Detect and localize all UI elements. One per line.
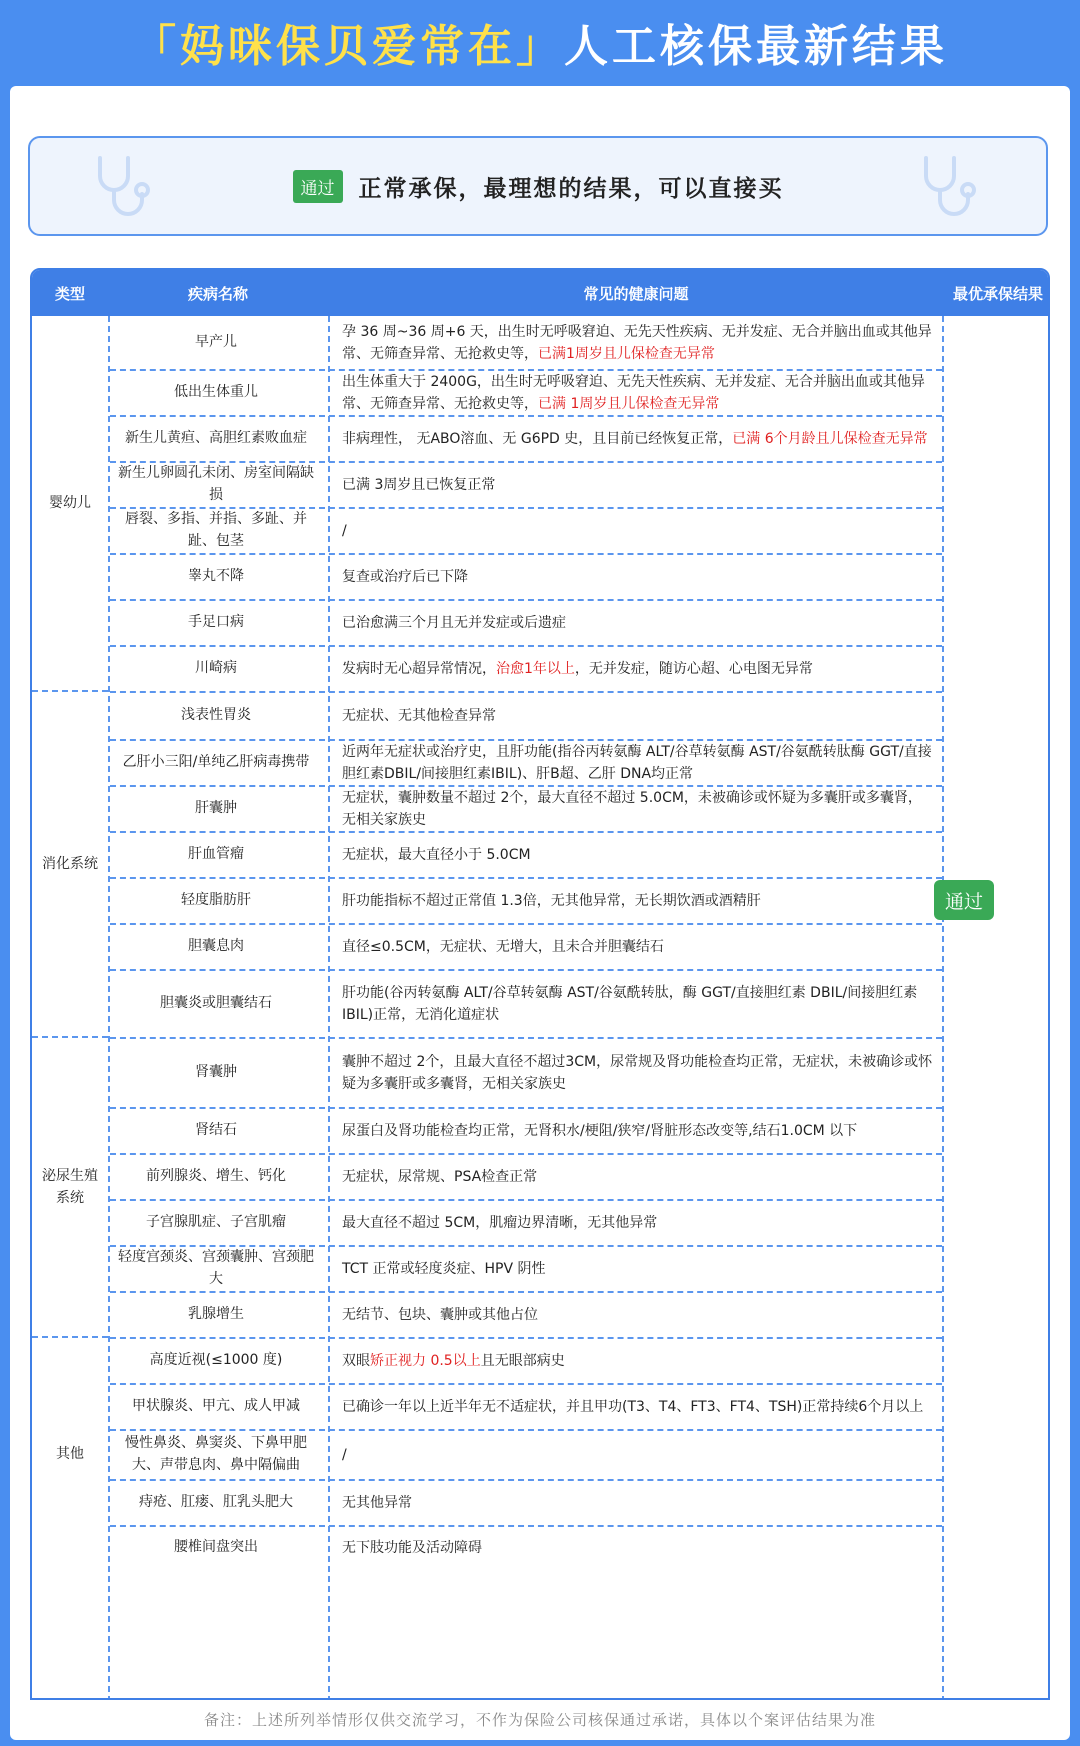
condition-text: 发病时无心超异常情况， (342, 660, 496, 677)
condition-highlight: 矫正视力 0.5以上 (370, 1352, 481, 1369)
health-condition (328, 1246, 942, 1292)
disease-name: 肾结石 (195, 1122, 237, 1139)
condition-highlight: 已满 6个月龄且儿保检查无异常 (732, 430, 928, 447)
condition-text: 双眼 (342, 1352, 370, 1369)
disease-name: 川崎病 (195, 660, 237, 677)
footnote: 备注：上述所列举情形仅供交流学习，不作为保险公司核保通过承诺，具体以个案评估结果为准 (203, 1710, 876, 1729)
page-title (0, 0, 1080, 84)
condition-text: 已满 3周岁且已恢复正常 (342, 476, 496, 493)
condition-text-tail: ，无并发症，随访心超、心电图无异常 (574, 660, 813, 677)
condition-text: 非病理性， 无ABO溶血、无 G6PD 史，且目前已经恢复正常， (342, 430, 733, 447)
disease-name: 乙肝小三阳/单纯乙肝病毒携带 (122, 754, 310, 771)
health-condition (328, 1480, 942, 1526)
table-header (32, 270, 1050, 316)
disease-name: 子宫腺肌症、子宫肌瘤 (146, 1214, 286, 1231)
column-divider (942, 316, 944, 1700)
condition-text: 尿蛋白及肾功能检查均正常，无肾积水/梗阻/狭窄/肾脏形态改变等,结石1.0CM 以下 (342, 1122, 858, 1139)
verdict-text: 正常承保，最理想的结果，可以直接买 (358, 175, 784, 202)
disease-name: 慢性鼻炎、鼻窦炎、下鼻甲肥大、声带息肉、鼻中隔偏曲 (125, 1435, 307, 1473)
header-issues: 常见的健康问题 (583, 284, 689, 303)
condition-highlight: 治愈1年以上 (496, 660, 575, 677)
health-condition (328, 786, 942, 832)
disease-name: 唇裂、多指、并指、多趾、并趾、包茎 (125, 511, 307, 549)
condition-text: TCT 正常或轻度炎症、HPV 阴性 (342, 1260, 546, 1277)
stethoscope-icon (916, 152, 986, 224)
health-condition (328, 508, 942, 554)
health-condition (328, 1108, 942, 1154)
disease-name: 前列腺炎、增生、钙化 (146, 1168, 286, 1185)
condition-text: 肝功能指标不超过正常值 1.3倍，无其他异常，无长期饮酒或酒精肝 (342, 892, 761, 909)
result-pass-badge: 通过 (934, 880, 994, 920)
health-condition (328, 740, 942, 786)
condition-text: 肝功能(谷丙转氨酶 ALT/谷草转氨酶 AST/谷氨酰转肽，酶 GGT/直接胆红素 DBIL/间接胆红素IBIL)正常，无消化道症状 (342, 984, 918, 1023)
verdict-banner (28, 136, 1048, 236)
condition-text: 无其他异常 (342, 1494, 412, 1511)
health-condition (328, 1430, 942, 1480)
disease-name: 高度近视(≤1000 度) (149, 1352, 283, 1369)
stethoscope-icon (90, 152, 160, 224)
disease-name: 肝囊肿 (195, 800, 237, 817)
title-product: 「妈咪保贝爱常在」 (132, 21, 564, 72)
health-condition (328, 1384, 942, 1430)
category-label: 婴幼儿 (32, 316, 108, 692)
disease-name: 胆囊息肉 (188, 938, 244, 955)
condition-text: / (342, 522, 347, 539)
health-condition (328, 554, 942, 600)
disease-name: 轻度脂肪肝 (181, 892, 251, 909)
disease-name: 新生儿黄疸、高胆红素败血症 (125, 430, 307, 447)
health-condition (328, 832, 942, 878)
disease-name: 甲状腺炎、甲亢、成人甲减 (132, 1398, 300, 1415)
health-condition (328, 692, 942, 740)
condition-highlight: 已满1周岁且儿保检查无异常 (538, 346, 715, 362)
disease-name: 新生儿卵圆孔未闭、房室间隔缺损 (118, 465, 314, 503)
condition-text: 出生体重大于 2400G，出生时无呼吸窘迫、无先天性疾病、无并发症、无合并脑出血或其他异常、无筛查异常、无抢救史等， (342, 373, 925, 412)
condition-text: 无结节、包块、囊肿或其他占位 (342, 1306, 538, 1323)
condition-text: 无症状，囊肿数量不超过 2个，最大直径不超过 5.0CM，未被确诊或怀疑为多囊肝或多囊肾，无相关家族史 (342, 789, 922, 828)
health-condition (328, 1038, 942, 1108)
condition-text: 近两年无症状或治疗史，且肝功能(指谷丙转氨酶 ALT/谷草转氨酶 AST/谷氨酰转肽酶 GGT/直接胆红素DBIL/间接胆红素IBIL)、肝B超、乙肝 DNA均正常 (342, 743, 932, 782)
condition-text: 无下肢功能及活动障碍 (342, 1539, 482, 1556)
health-condition (328, 1526, 942, 1570)
header-result: 最优承保结果 (952, 284, 1043, 303)
health-condition (328, 1154, 942, 1200)
condition-text: 无症状、无其他检查异常 (342, 707, 496, 724)
disease-name: 肾囊肿 (195, 1064, 237, 1081)
disease-name: 睾丸不降 (188, 568, 244, 585)
disease-name: 腰椎间盘突出 (174, 1539, 258, 1556)
condition-text: 孕 36 周~36 周+6 天，出生时无呼吸窘迫、无先天性疾病、无并发症、无合并脑出血或其他异常、无筛查异常、无抢救史等， (342, 323, 932, 362)
condition-highlight: 已满 1周岁且儿保检查无异常 (538, 396, 720, 412)
health-condition (328, 316, 942, 370)
disease-name: 痔疮、肛瘘、肛乳头肥大 (139, 1494, 293, 1511)
health-condition (328, 1200, 942, 1246)
health-condition (328, 878, 942, 924)
disease-name: 手足口病 (188, 614, 244, 631)
title-suffix: 人工核保最新结果 (564, 21, 948, 72)
disease-name: 浅表性胃炎 (181, 707, 251, 724)
health-condition (328, 924, 942, 970)
health-condition (328, 416, 942, 462)
category-label: 泌尿生殖系统 (32, 1038, 108, 1338)
health-condition (328, 600, 942, 646)
category-label: 其他 (56, 1445, 84, 1462)
health-condition (328, 370, 942, 416)
condition-text: 直径≤0.5CM，无症状、无增大，且未合并胆囊结石 (342, 938, 664, 955)
condition-text-tail: 且无眼部病史 (480, 1352, 565, 1369)
condition-text: 无症状，最大直径小于 5.0CM (342, 846, 531, 863)
health-condition (328, 462, 942, 508)
condition-text: 最大直径不超过 5CM，肌瘤边界清晰，无其他异常 (342, 1214, 658, 1231)
condition-text: 复查或治疗后已下降 (342, 568, 468, 585)
health-condition (328, 1338, 942, 1384)
disease-name: 轻度宫颈炎、宫颈囊肿、宫颈肥大 (118, 1249, 314, 1287)
verdict-pass-tag: 通过 (293, 170, 343, 203)
header-type: 类型 (54, 284, 85, 303)
disease-name: 早产儿 (195, 334, 237, 351)
health-condition (328, 970, 942, 1038)
condition-text: 已确诊一年以上近半年无不适症状，并且甲功(T3、T4、FT3、FT4、TSH)正常持续6个月以上 (342, 1398, 924, 1415)
disease-name: 低出生体重儿 (174, 384, 258, 401)
disease-name: 乳腺增生 (188, 1306, 244, 1323)
condition-text: 无症状，尿常规、PSA检查正常 (342, 1168, 538, 1185)
header-disease: 疾病名称 (187, 284, 248, 303)
underwriting-table (30, 268, 1050, 1700)
condition-text: 已治愈满三个月且无并发症或后遗症 (342, 614, 566, 631)
disease-name: 胆囊炎或胆囊结石 (160, 995, 272, 1012)
category-label: 消化系统 (32, 692, 108, 1038)
disease-name: 肝血管瘤 (188, 846, 244, 863)
health-condition (328, 1292, 942, 1338)
condition-text: 囊肿不超过 2个，且最大直径不超过3CM，尿常规及肾功能检查均正常，无症状，未被确诊或怀疑为多囊肝或多囊肾，无相关家族史 (342, 1053, 933, 1092)
condition-text: / (342, 1446, 347, 1463)
health-condition (328, 646, 942, 692)
